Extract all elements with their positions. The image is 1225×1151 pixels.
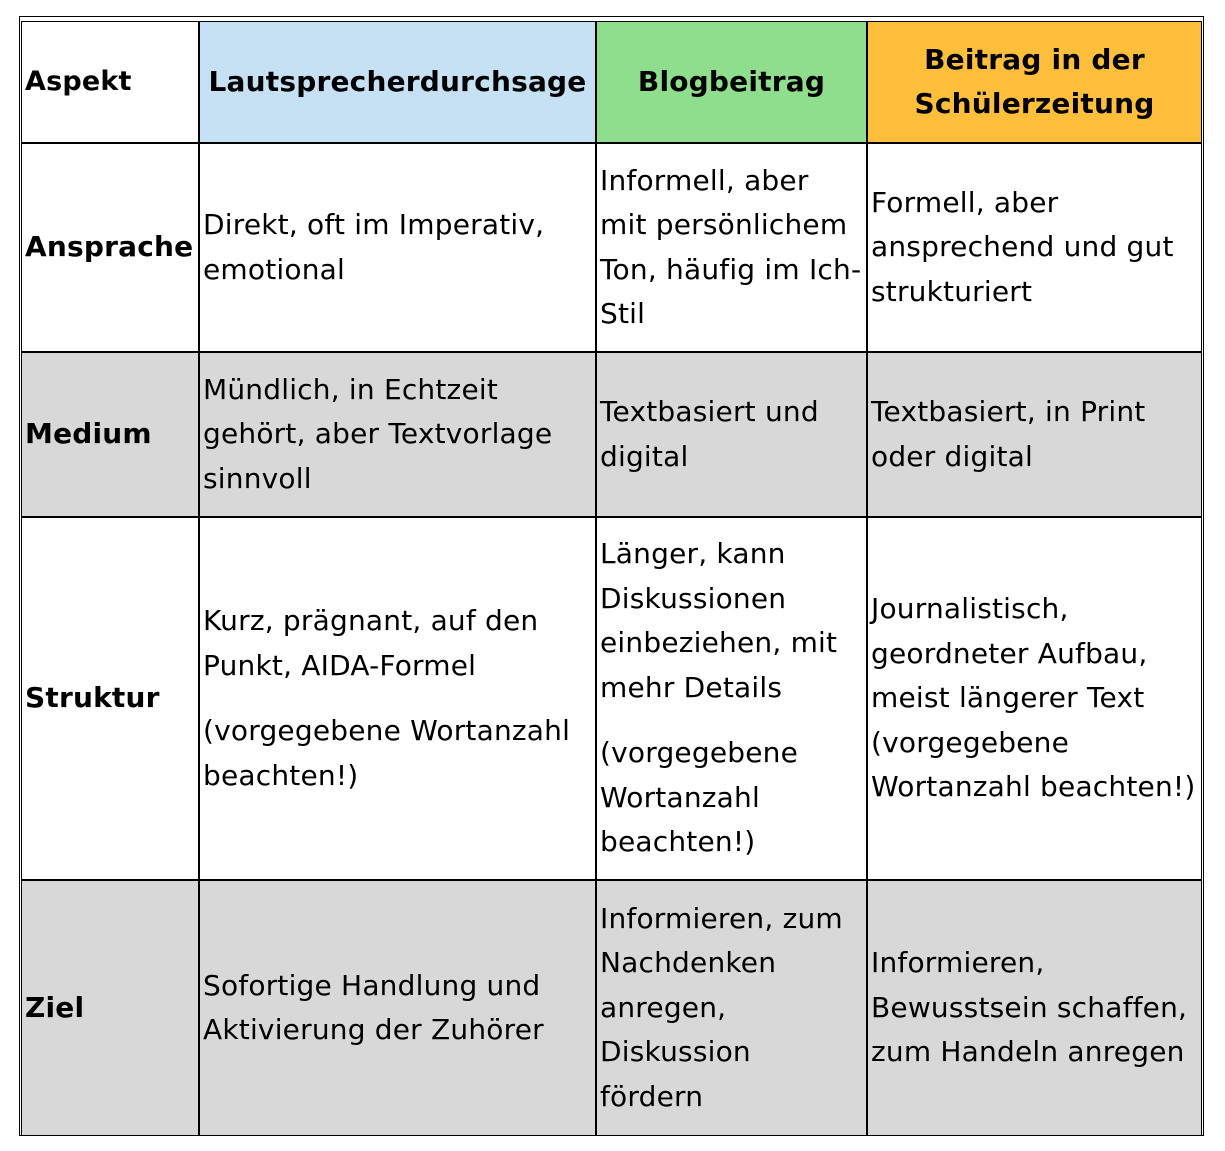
cell-lautsprecherdurchsage bbox=[199, 517, 596, 880]
cell-text: (vorgegebene Wortanzahl beachten!) bbox=[203, 714, 571, 792]
header-blogbeitrag-label: Blogbeitrag bbox=[637, 64, 826, 98]
table-row bbox=[21, 352, 1202, 517]
comparison-table bbox=[21, 21, 1202, 1136]
header-aspekt-label: Aspekt bbox=[25, 65, 132, 97]
cell-schuelerzeitung bbox=[867, 352, 1202, 517]
cell-text: Länger, kann Diskussionen einbeziehen, mit mehr Details bbox=[600, 537, 838, 704]
header-aspekt bbox=[21, 21, 199, 143]
cell-schuelerzeitung bbox=[867, 880, 1202, 1136]
cell-lautsprecherdurchsage bbox=[199, 880, 596, 1136]
header-schuelerzeitung bbox=[867, 21, 1202, 143]
header-schuelerzeitung-label: Beitrag in der Schülerzeitung bbox=[914, 42, 1155, 120]
header-lautsprecherdurchsage-label: Lautsprecherdurchsage bbox=[208, 64, 587, 98]
row-aspect-cell bbox=[21, 517, 199, 880]
cell-text: Informieren, Bewusstsein schaffen, zum Handeln anregen bbox=[871, 946, 1188, 1069]
cell-text: Formell, aber ansprechend und gut strukturiert bbox=[871, 185, 1174, 308]
header-blogbeitrag bbox=[596, 21, 867, 143]
cell-text: Textbasiert, in Print oder digital bbox=[871, 395, 1146, 473]
cell-lautsprecherdurchsage bbox=[199, 143, 596, 352]
table-header-row bbox=[21, 21, 1202, 143]
cell-text: Direkt, oft im Imperativ, emotional bbox=[203, 208, 545, 286]
cell-blogbeitrag bbox=[596, 517, 867, 880]
cell-blogbeitrag bbox=[596, 880, 867, 1136]
row-aspect-label: Ansprache bbox=[25, 230, 194, 264]
row-aspect-cell bbox=[21, 143, 199, 352]
cell-text: Kurz, prägnant, auf den Punkt, AIDA-Formel bbox=[203, 604, 539, 682]
cell-text: (vorgegebene Wortanzahl beachten!) bbox=[600, 736, 799, 859]
header-lautsprecherdurchsage bbox=[199, 21, 596, 143]
cell-blogbeitrag bbox=[596, 352, 867, 517]
cell-text: Informieren, zum Nachdenken anregen, Diskussion fördern bbox=[600, 901, 843, 1113]
row-aspect-cell bbox=[21, 880, 199, 1136]
cell-lautsprecherdurchsage bbox=[199, 352, 596, 517]
row-aspect-label: Ziel bbox=[25, 990, 85, 1024]
cell-text: Sofortige Handlung und Aktivierung der Zuhörer bbox=[203, 968, 544, 1046]
cell-schuelerzeitung bbox=[867, 143, 1202, 352]
table-row bbox=[21, 143, 1202, 352]
cell-text: Informell, aber mit persönlichem Ton, häufig im Ich-Stil bbox=[600, 163, 862, 330]
row-aspect-cell bbox=[21, 352, 199, 517]
cell-blogbeitrag bbox=[596, 143, 867, 352]
cell-text: Journalistisch, geordneter Aufbau, meist längerer Text (vorgegebene Wortanzahl beachten!) bbox=[871, 592, 1196, 804]
cell-text: Mündlich, in Echtzeit gehört, aber Textvorlage sinnvoll bbox=[203, 372, 553, 495]
cell-schuelerzeitung bbox=[867, 517, 1202, 880]
table-row bbox=[21, 517, 1202, 880]
table-row bbox=[21, 880, 1202, 1136]
cell-text: Textbasiert und digital bbox=[600, 395, 819, 473]
row-aspect-label: Struktur bbox=[25, 681, 160, 715]
row-aspect-label: Medium bbox=[25, 417, 152, 451]
